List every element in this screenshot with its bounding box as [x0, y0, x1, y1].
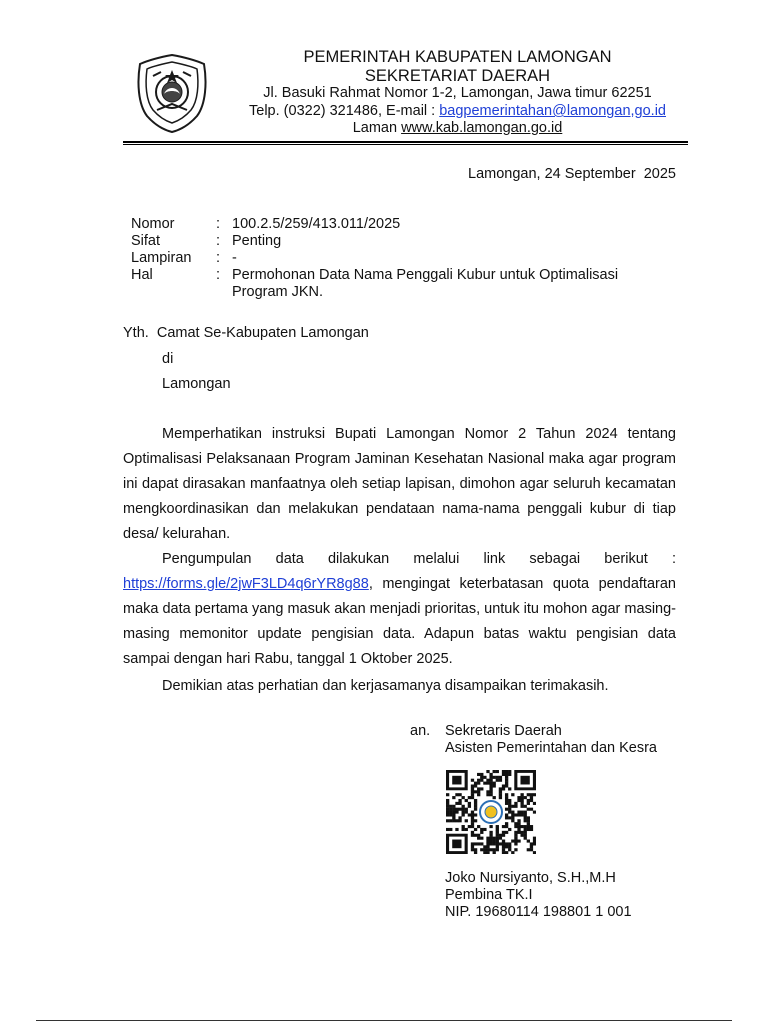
page-bottom-border	[36, 1020, 732, 1021]
signatory-name: Joko Nursiyanto, S.H.,M.H	[445, 870, 616, 886]
sifat-value: Penting	[232, 233, 282, 249]
letterhead-divider-thin	[123, 144, 688, 145]
email-link[interactable]: bagpemerintahan@lamongan,go.id	[439, 103, 666, 119]
google-form-link[interactable]: https://forms.gle/2jwF3LD4q6rYR8g88	[123, 576, 369, 592]
letterhead-website-line	[230, 121, 685, 136]
body-paragraph-2-rest: , mengingat keterbatasan quota pendaftaran maka data pertama yang masuk akan menjadi prioritas, untuk itu mohon agar masing-masing memonitor update pengisian data. Adapun batas waktu pengisian data sampai dengan hari Rabu, tanggal 1 Oktober 2025.	[123, 576, 676, 667]
qr-code-signature-icon	[446, 770, 536, 854]
recipient-line: Yth. Camat Se-Kabupaten Lamongan	[123, 325, 369, 341]
letterhead-divider-thick	[123, 141, 688, 143]
signatory-nip: NIP. 19680114 198801 1 001	[445, 904, 632, 920]
lampiran-value: -	[232, 250, 237, 266]
signature-title: Sekretaris Daerah	[445, 723, 562, 739]
hal-value: Permohonan Data Nama Penggali Kubur untuk Optimalisasi Program JKN.	[232, 267, 619, 301]
website-link[interactable]: www.kab.lamongan.go.id	[401, 120, 563, 136]
letterhead-government: PEMERINTAH KABUPATEN LAMONGAN	[303, 48, 612, 66]
letterhead-phone: Telp. (0322) 321486, E-mail :	[249, 103, 440, 119]
lampiran-colon: :	[216, 250, 221, 266]
sifat-colon: :	[216, 233, 221, 249]
body-paragraph-2	[123, 547, 676, 672]
website-label: Laman	[352, 120, 402, 136]
recipient-di: di	[162, 351, 174, 367]
closing-paragraph: Demikian atas perhatian dan kerjasamanya disampaikan terimakasih.	[162, 678, 609, 694]
hal-colon: :	[216, 267, 221, 283]
signature-an: an.	[410, 723, 431, 739]
hal-label: Hal	[131, 267, 153, 283]
letterhead-office: SEKRETARIAT DAERAH	[364, 67, 551, 85]
nomor-value: 100.2.5/259/413.011/2025	[232, 216, 401, 232]
body-paragraph-1: Memperhatikan instruksi Bupati Lamongan Nomor 2 Tahun 2024 tentang Optimalisasi Pelaksanaan Program Jaminan Kesehatan Nasional maka agar program ini dapat dirasakan manfaatnya oleh setiap lapisan, dimohon agar seluruh kecamatan mengkoordinasikan dan melakukan pendataan nama-nama penggali kubur di tiap desa/ kelurahan.	[123, 426, 676, 542]
body-paragraph-2-intro: Pengumpulan data dilakukan melalui link sebagai berikut :	[162, 551, 676, 567]
letterhead-contact	[230, 104, 685, 119]
lampiran-label: Lampiran	[131, 250, 192, 266]
signatory-rank: Pembina TK.I	[445, 887, 533, 903]
signature-subtitle: Asisten Pemerintahan dan Kesra	[445, 740, 657, 756]
nomor-colon: :	[216, 216, 221, 232]
sifat-label: Sifat	[131, 233, 161, 249]
recipient-place: Lamongan	[162, 376, 231, 392]
letter-date: Lamongan, 24 September 2025	[468, 166, 676, 182]
lamongan-regency-emblem-icon	[131, 52, 213, 134]
nomor-label: Nomor	[131, 216, 175, 232]
letterhead-address: Jl. Basuki Rahmat Nomor 1-2, Lamongan, Jawa timur 62251	[263, 85, 652, 101]
